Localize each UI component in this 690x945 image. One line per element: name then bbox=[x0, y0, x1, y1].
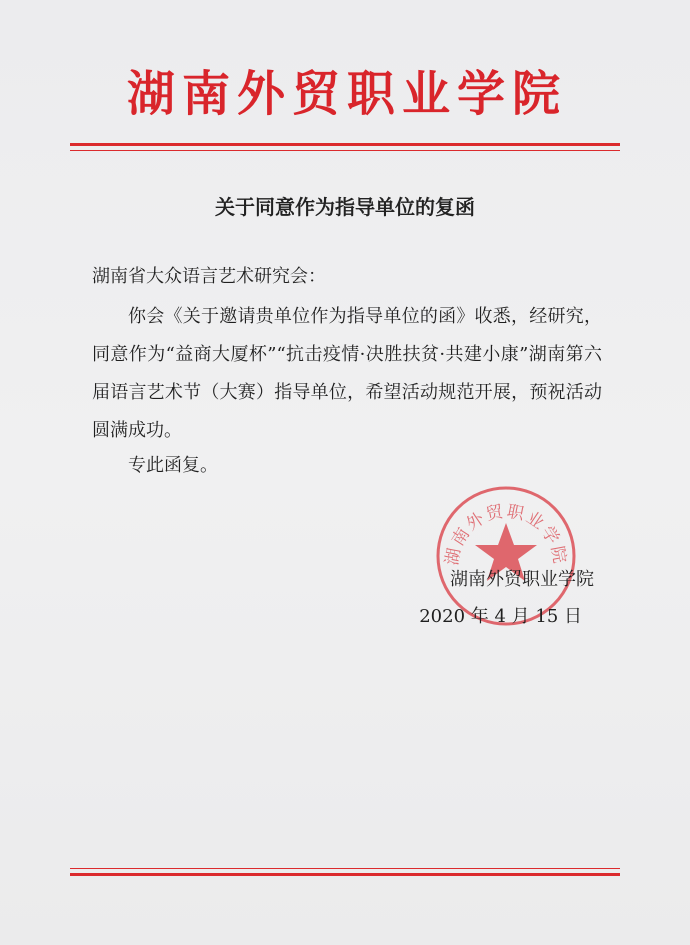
signature: 湖南外贸职业学院 bbox=[450, 569, 594, 590]
header-rule-thick bbox=[70, 143, 620, 146]
letter-body: 你会《关于邀请贵单位作为指导单位的函》收悉，经研究，同意作为“益商大厦杯”“抗击疫情·决胜扶贫·共建小康”湖南第六届语言艺术节（大赛）指导单位，希望活动规范开展，预祝活动圆满成功。 bbox=[92, 306, 602, 441]
document-title: 关于同意作为指导单位的复函 bbox=[215, 195, 475, 219]
salutation: 湖南省大众语言艺术研究会： bbox=[92, 266, 326, 287]
seal-text: 湖南外贸职业学院 bbox=[442, 501, 570, 567]
footer-rule-thick bbox=[70, 873, 620, 876]
closing-line: 专此函复。 bbox=[128, 455, 218, 476]
header-rule-thin bbox=[70, 150, 620, 151]
document-date: 2020 年 4 月 15 日 bbox=[419, 606, 582, 627]
letterhead-title: 湖南外贸职业学院 bbox=[126, 66, 567, 122]
footer-rule-thin bbox=[70, 868, 620, 869]
